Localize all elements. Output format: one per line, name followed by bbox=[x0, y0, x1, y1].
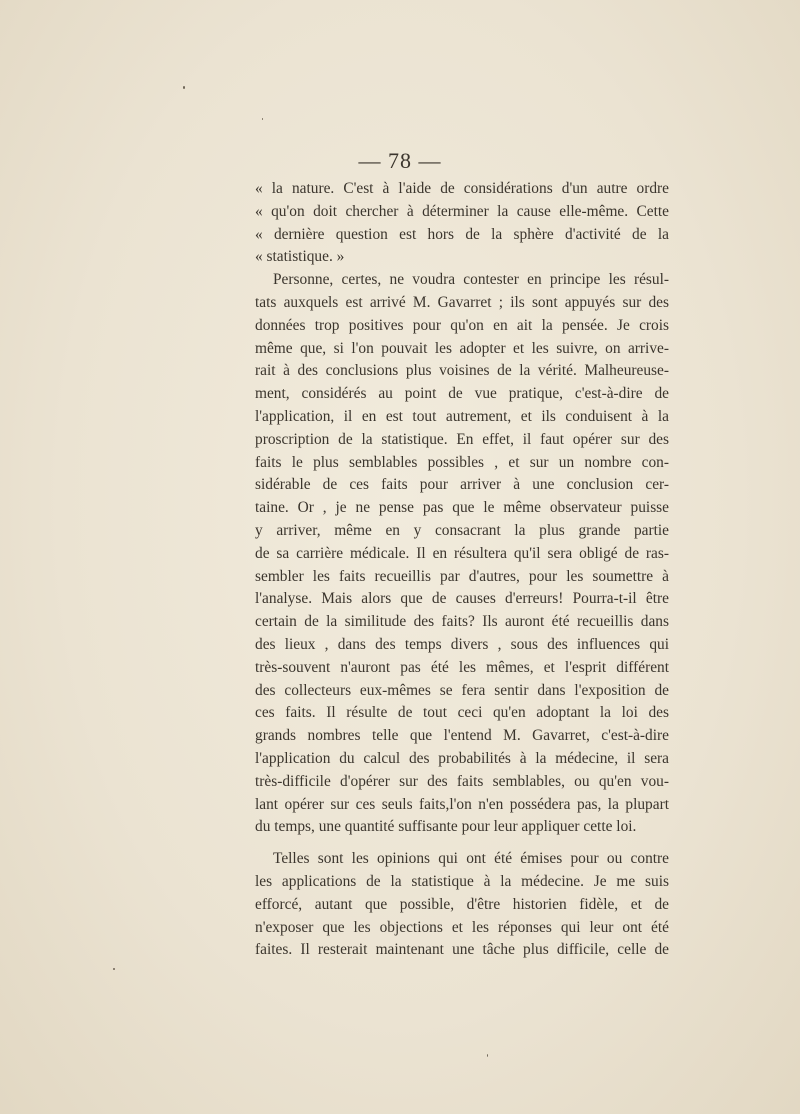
text-line: sidérable de ces faits pour arriver à une conclusion cer- bbox=[255, 476, 669, 494]
paper-speck bbox=[262, 118, 263, 120]
text-line: « qu'on doit chercher à déterminer la cause elle-même. Cette bbox=[255, 202, 669, 220]
body-text bbox=[255, 178, 669, 962]
text-line: du temps, une quantité suffisante pour leur appliquer cette loi. bbox=[255, 818, 637, 836]
paper-speck bbox=[113, 968, 115, 970]
paragraph-conclusion bbox=[255, 848, 669, 962]
text-line: rait à des conclusions plus voisines de la vérité. Malheureuse- bbox=[255, 362, 669, 380]
text-line: tats auxquels est arrivé M. Gavarret ; ils sont appuyés sur des bbox=[255, 293, 669, 311]
text-line: n'exposer que les objections et les réponses qui leur ont été bbox=[255, 918, 669, 936]
text-line: Telles sont les opinions qui ont été émises pour ou contre bbox=[273, 850, 669, 868]
text-line: de sa carrière médicale. Il en résultera qu'il sera obligé de ras- bbox=[255, 544, 669, 562]
text-line: Personne, certes, ne voudra contester en principe les résul- bbox=[273, 271, 669, 289]
text-line: des lieux , dans des temps divers , sous des influences qui bbox=[255, 635, 669, 653]
text-line: très-difficile d'opérer sur des faits semblables, ou qu'en vou- bbox=[255, 772, 669, 790]
text-line: l'analyse. Mais alors que de causes d'erreurs! Pourra-t-il être bbox=[255, 590, 669, 608]
page-number: — 78 — bbox=[358, 148, 442, 173]
text-line: données trop positives pour qu'on en ait la pensée. Je crois bbox=[255, 316, 669, 334]
text-line: ces faits. Il résulte de tout ceci qu'en adoptant la loi des bbox=[255, 704, 669, 722]
paragraph-gap bbox=[255, 839, 669, 848]
text-line: y arriver, même en y consacrant la plus grande partie bbox=[255, 521, 669, 539]
text-line: faits le plus semblables possibles , et sur un nombre con- bbox=[255, 453, 669, 471]
text-line: l'application du calcul des probabilités à la médecine, il sera bbox=[255, 749, 669, 767]
text-line: les applications de la statistique à la médecine. Je me suis bbox=[255, 872, 669, 890]
text-line: sembler les faits recueillis par d'autres, pour les soumettre à bbox=[255, 567, 669, 585]
text-line: « statistique. » bbox=[255, 248, 345, 266]
paragraph-quote-end bbox=[255, 178, 669, 269]
paragraph-argument bbox=[255, 269, 669, 839]
paper-speck bbox=[183, 86, 185, 89]
text-line: « la nature. C'est à l'aide de considérations d'un autre ordre bbox=[255, 180, 669, 197]
text-line: efforcé, autant que possible, d'être historien fidèle, et de bbox=[255, 895, 669, 913]
text-line: faites. Il resterait maintenant une tâche plus difficile, celle de bbox=[255, 941, 669, 959]
text-line: des collecteurs eux-mêmes se fera sentir dans l'exposition de bbox=[255, 681, 669, 699]
text-line: certain de la similitude des faits? Ils auront été recueillis dans bbox=[255, 613, 669, 631]
text-line: l'application, il en est tout autrement, et ils conduisent à la bbox=[255, 407, 669, 425]
text-line: ment, considérés au point de vue pratique, c'est-à-dire de bbox=[255, 385, 669, 403]
paper-speck bbox=[487, 1054, 488, 1057]
text-line: lant opérer sur ces seuls faits,l'on n'en possédera pas, la plupart bbox=[255, 795, 669, 813]
text-line: taine. Or , je ne pense pas que le même observateur puisse bbox=[255, 499, 669, 517]
text-line: très-souvent n'auront pas été les mêmes, et l'esprit différent bbox=[255, 658, 669, 676]
text-line: « dernière question est hors de la sphère d'activité de la bbox=[255, 225, 669, 243]
text-line: même que, si l'on pouvait les adopter et les suivre, on arrive- bbox=[255, 339, 669, 357]
text-line: proscription de la statistique. En effet, il faut opérer sur des bbox=[255, 430, 669, 448]
text-line: grands nombres telle que l'entend M. Gavarret, c'est-à-dire bbox=[255, 727, 669, 745]
